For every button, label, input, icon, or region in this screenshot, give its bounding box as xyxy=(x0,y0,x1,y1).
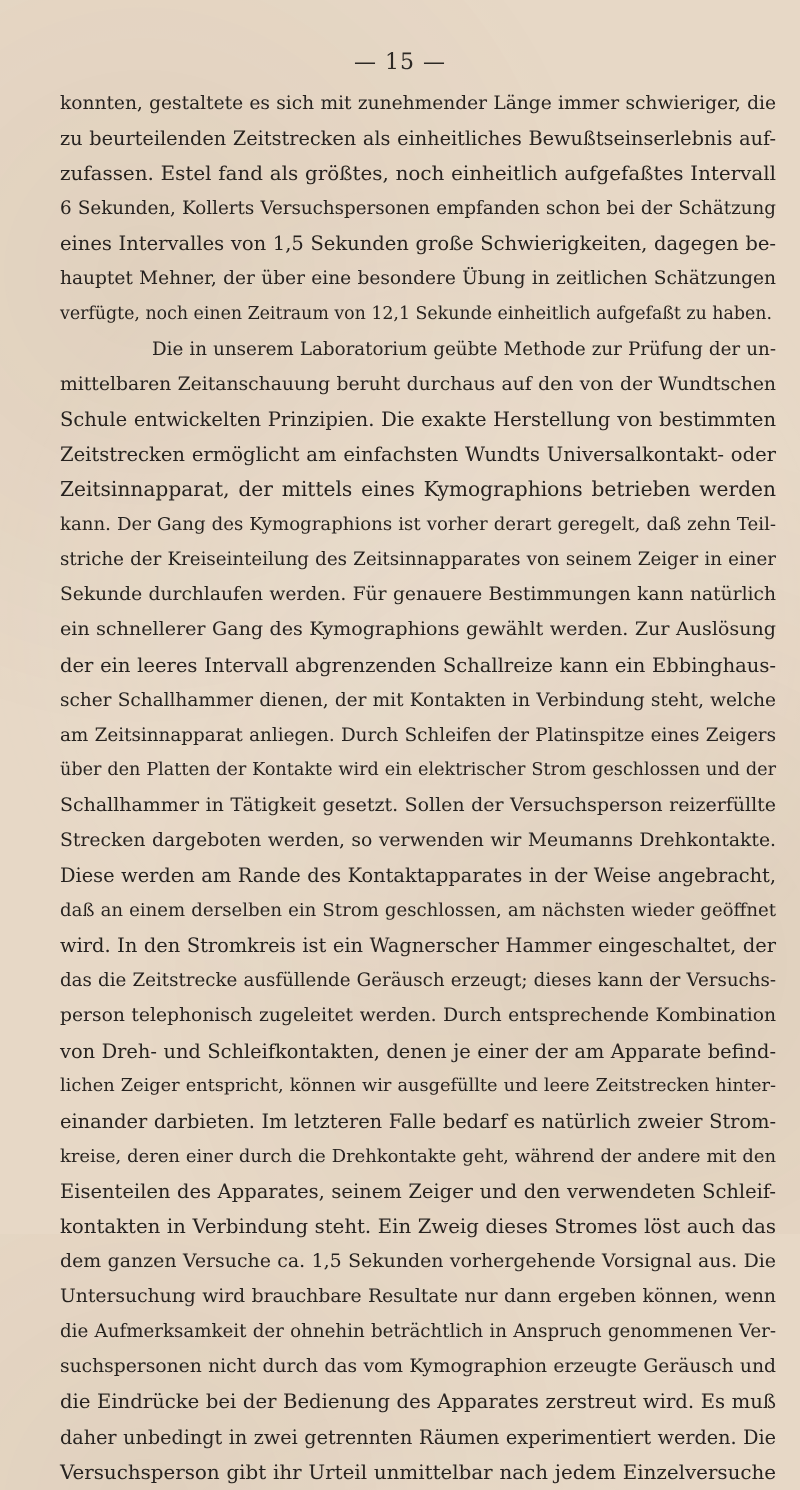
text-line: kreise, deren einer durch die Drehkontakte geht, während der andere mit den xyxy=(60,1145,776,1167)
text-line: striche der Kreiseinteilung des Zeitsinnapparates von seinem Zeiger in einer xyxy=(60,549,776,571)
text-line: die Aufmerksamkeit der ohnehin beträchtlich in Anspruch genommenen Ver- xyxy=(60,1321,776,1343)
text-line: einander darbieten. Im letzteren Falle bedarf es natürlich zweier Strom- xyxy=(60,1109,776,1133)
text-line: person telephonisch zugeleitet werden. Durch entsprechende Kombination xyxy=(60,1005,776,1027)
text-line: Versuchsperson gibt ihr Urteil unmittelbar nach jedem Einzelversuche xyxy=(60,1460,776,1484)
text-line: eines Intervalles von 1,5 Sekunden große Schwierigkeiten, dagegen be- xyxy=(60,232,776,256)
page-number: — 15 — xyxy=(354,50,446,75)
text-line: die Eindrücke bei der Bedienung des Apparates zerstreut wird. Es muß xyxy=(60,1390,776,1414)
text-line: suchspersonen nicht durch das vom Kymographion erzeugte Geräusch und xyxy=(60,1356,776,1378)
text-line: Zeitstrecken ermöglicht am einfachsten Wundts Universalkontakt- oder xyxy=(60,442,776,466)
text-line: kann. Der Gang des Kymographions ist vorher derart geregelt, daß zehn Teil- xyxy=(60,514,776,536)
text-line: lichen Zeiger entspricht, können wir ausgefüllte und leere Zeitstrecken hinter- xyxy=(60,1075,776,1096)
text-line: Schule entwickelten Prinzipien. Die exakte Herstellung von bestimmten xyxy=(60,407,776,431)
text-line: verfügte, noch einen Zeitraum von 12,1 Sekunde einheitlich aufgefaßt zu haben. xyxy=(60,303,772,324)
text-line: Die in unserem Laboratorium geübte Methode zur Prüfung der un- xyxy=(152,338,776,360)
text-line: konnten, gestaltete es sich mit zunehmender Länge immer schwieriger, die xyxy=(60,93,776,114)
text-line: Eisenteilen des Apparates, seinem Zeiger und den verwendeten Schleif- xyxy=(60,1179,776,1203)
text-line: Diese werden am Rande des Kontaktapparates in der Weise angebracht, xyxy=(60,864,776,888)
text-line: von Dreh- und Schleifkontakten, denen je einer der am Apparate befind- xyxy=(60,1039,776,1063)
text-line: mittelbaren Zeitanschauung beruht durchaus auf den von der Wundtschen xyxy=(60,373,776,395)
text-line: das die Zeitstrecke ausfüllende Geräusch erzeugt; dieses kann der Versuchs- xyxy=(60,970,776,992)
text-line: zufassen. Estel fand als größtes, noch einheitlich aufgefaßtes Intervall xyxy=(60,162,776,186)
text-line: ein schnellerer Gang des Kymographions gewählt werden. Zur Auslösung xyxy=(60,618,776,641)
text-line: scher Schallhammer dienen, der mit Kontakten in Verbindung steht, welche xyxy=(60,689,776,711)
text-line: Untersuchung wird brauchbare Resultate nur dann ergeben können, wenn xyxy=(60,1286,776,1308)
body-text xyxy=(60,86,776,1490)
text-line: daher unbedingt in zwei getrennten Räumen experimentiert werden. Die xyxy=(60,1425,776,1449)
text-line: Schallhammer in Tätigkeit gesetzt. Sollen der Versuchsperson reizerfüllte xyxy=(60,793,776,816)
text-line: daß an einem derselben ein Strom geschlossen, am nächsten wieder geöffnet xyxy=(60,900,776,922)
text-line: am Zeitsinnapparat anliegen. Durch Schleifen der Platinspitze eines Zeigers xyxy=(60,724,776,746)
text-line: Zeitsinnapparat, der mittels eines Kymographions betrieben werden xyxy=(60,477,776,502)
text-line: Strecken dargeboten werden, so verwenden wir Meumanns Drehkontakte. xyxy=(60,829,776,851)
text-line: der ein leeres Intervall abgrenzenden Schallreize kann ein Ebbinghaus- xyxy=(60,653,776,677)
text-line: dem ganzen Versuche ca. 1,5 Sekunden vorhergehende Vorsignal aus. Die xyxy=(60,1250,776,1273)
text-line: 6 Sekunden, Kollerts Versuchspersonen empfanden schon bei der Schätzung xyxy=(60,198,776,220)
text-line: wird. In den Stromkreis ist ein Wagnerscher Hammer eingeschaltet, der xyxy=(60,934,776,958)
text-line: über den Platten der Kontakte wird ein elektrischer Strom geschlossen und der xyxy=(60,759,776,780)
text-line: Sekunde durchlaufen werden. Für genauere Bestimmungen kann natürlich xyxy=(60,584,776,606)
text-line: hauptet Mehner, der über eine besondere Übung in zeitlichen Schätzungen xyxy=(60,268,776,290)
text-line: zu beurteilenden Zeitstrecken als einheitliches Bewußtseinserlebnis auf- xyxy=(60,127,776,151)
text-line: kontakten in Verbindung steht. Ein Zweig dieses Stromes löst auch das xyxy=(60,1215,776,1238)
